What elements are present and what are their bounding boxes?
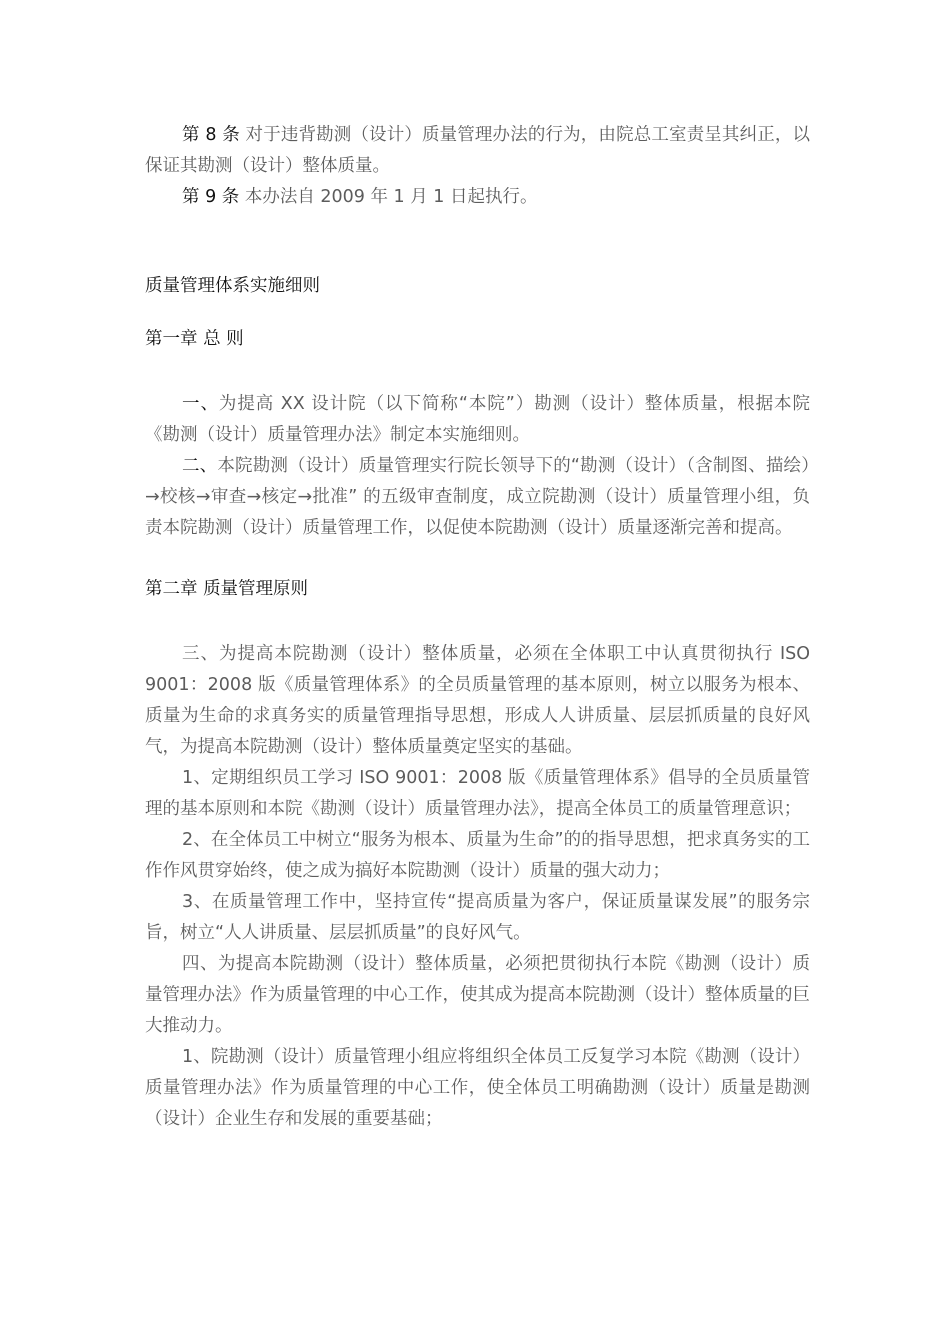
document-page — [145, 120, 810, 1135]
chapter-2-title: 第二章 质量管理原则 — [145, 579, 309, 599]
clause-4: 四、为提高本院勘测（设计）整体质量，必须把贯彻执行本院《勘测（设计）质量管理办法》作为质量管理的中心工作，使其成为提高本院勘测（设计）整体质量的巨大推动力。 — [145, 954, 810, 1036]
article-9-label: 第 9 条 — [182, 187, 240, 207]
clause-1 — [145, 389, 810, 451]
clause-4-item-1: 1、院勘测（设计）质量管理小组应将组织全体员工反复学习本院《勘测（设计）质量管理办法》作为质量管理的中心工作，使全体员工明确勘测（设计）质量是勘测（设计）企业生存和发展的重要基础； — [145, 1047, 810, 1129]
clause-2-text: 本院勘测（设计）质量管理实行院长领导下的“勘测（设计）（含制图、描绘）→校核→审查→核定→批准” 的五级审查制度，成立院勘测（设计）质量管理小组，负责本院勘测（设计）质量管理工作，以促使本院勘测（设计）质量逐渐完善和提高。 — [145, 456, 810, 538]
article-8-label: 第 8 条 — [182, 125, 240, 145]
clause-3-item-2: 2、在全体员工中树立“服务为根本、质量为生命”的的指导思想，把求真务实的工作作风贯穿始终，使之成为搞好本院勘测（设计）质量的强大动力； — [145, 830, 810, 881]
clause-1-number: 一、 — [182, 394, 219, 414]
article-9 — [145, 182, 810, 213]
clause-1-text: 为提高 XX 设计院（以下简称“本院”）勘测（设计）整体质量，根据本院《勘测（设计）质量管理办法》制定本实施细则。 — [145, 394, 811, 445]
clause-3-item-1: 1、定期组织员工学习 ISO 9001：2008 版《质量管理体系》倡导的全员质量管理的基本原则和本院《勘测（设计）质量管理办法》，提高全体员工的质量管理意识； — [145, 768, 810, 819]
clause-3: 三、为提高本院勘测（设计）整体质量，必须在全体职工中认真贯彻执行 ISO 9001：2008 版《质量管理体系》的全员质量管理的基本原则，树立以服务为根本、质量为生命的求真务实的质量管理指导思想，形成人人讲质量、层层抓质量的良好风气，为提高本院勘测（设计）整体质量奠定坚实的基础。 — [145, 644, 810, 757]
article-9-text: 本办法自 2009 年 1 月 1 日起执行。 — [239, 187, 538, 207]
document-title: 质量管理体系实施细则 — [145, 276, 320, 296]
clause-3-item-3: 3、在质量管理工作中，坚持宣传“提高质量为客户，保证质量谋发展”的服务宗旨，树立“人人讲质量、层层抓质量”的良好风气。 — [145, 892, 810, 943]
article-8 — [145, 120, 810, 182]
chapter-1-title: 第一章 总 则 — [145, 329, 244, 349]
clause-2-number: 二、 — [182, 456, 218, 476]
clause-2 — [145, 451, 810, 544]
article-8-text: 对于违背勘测（设计）质量管理办法的行为，由院总工室责呈其纠正，以保证其勘测（设计）整体质量。 — [145, 125, 811, 176]
